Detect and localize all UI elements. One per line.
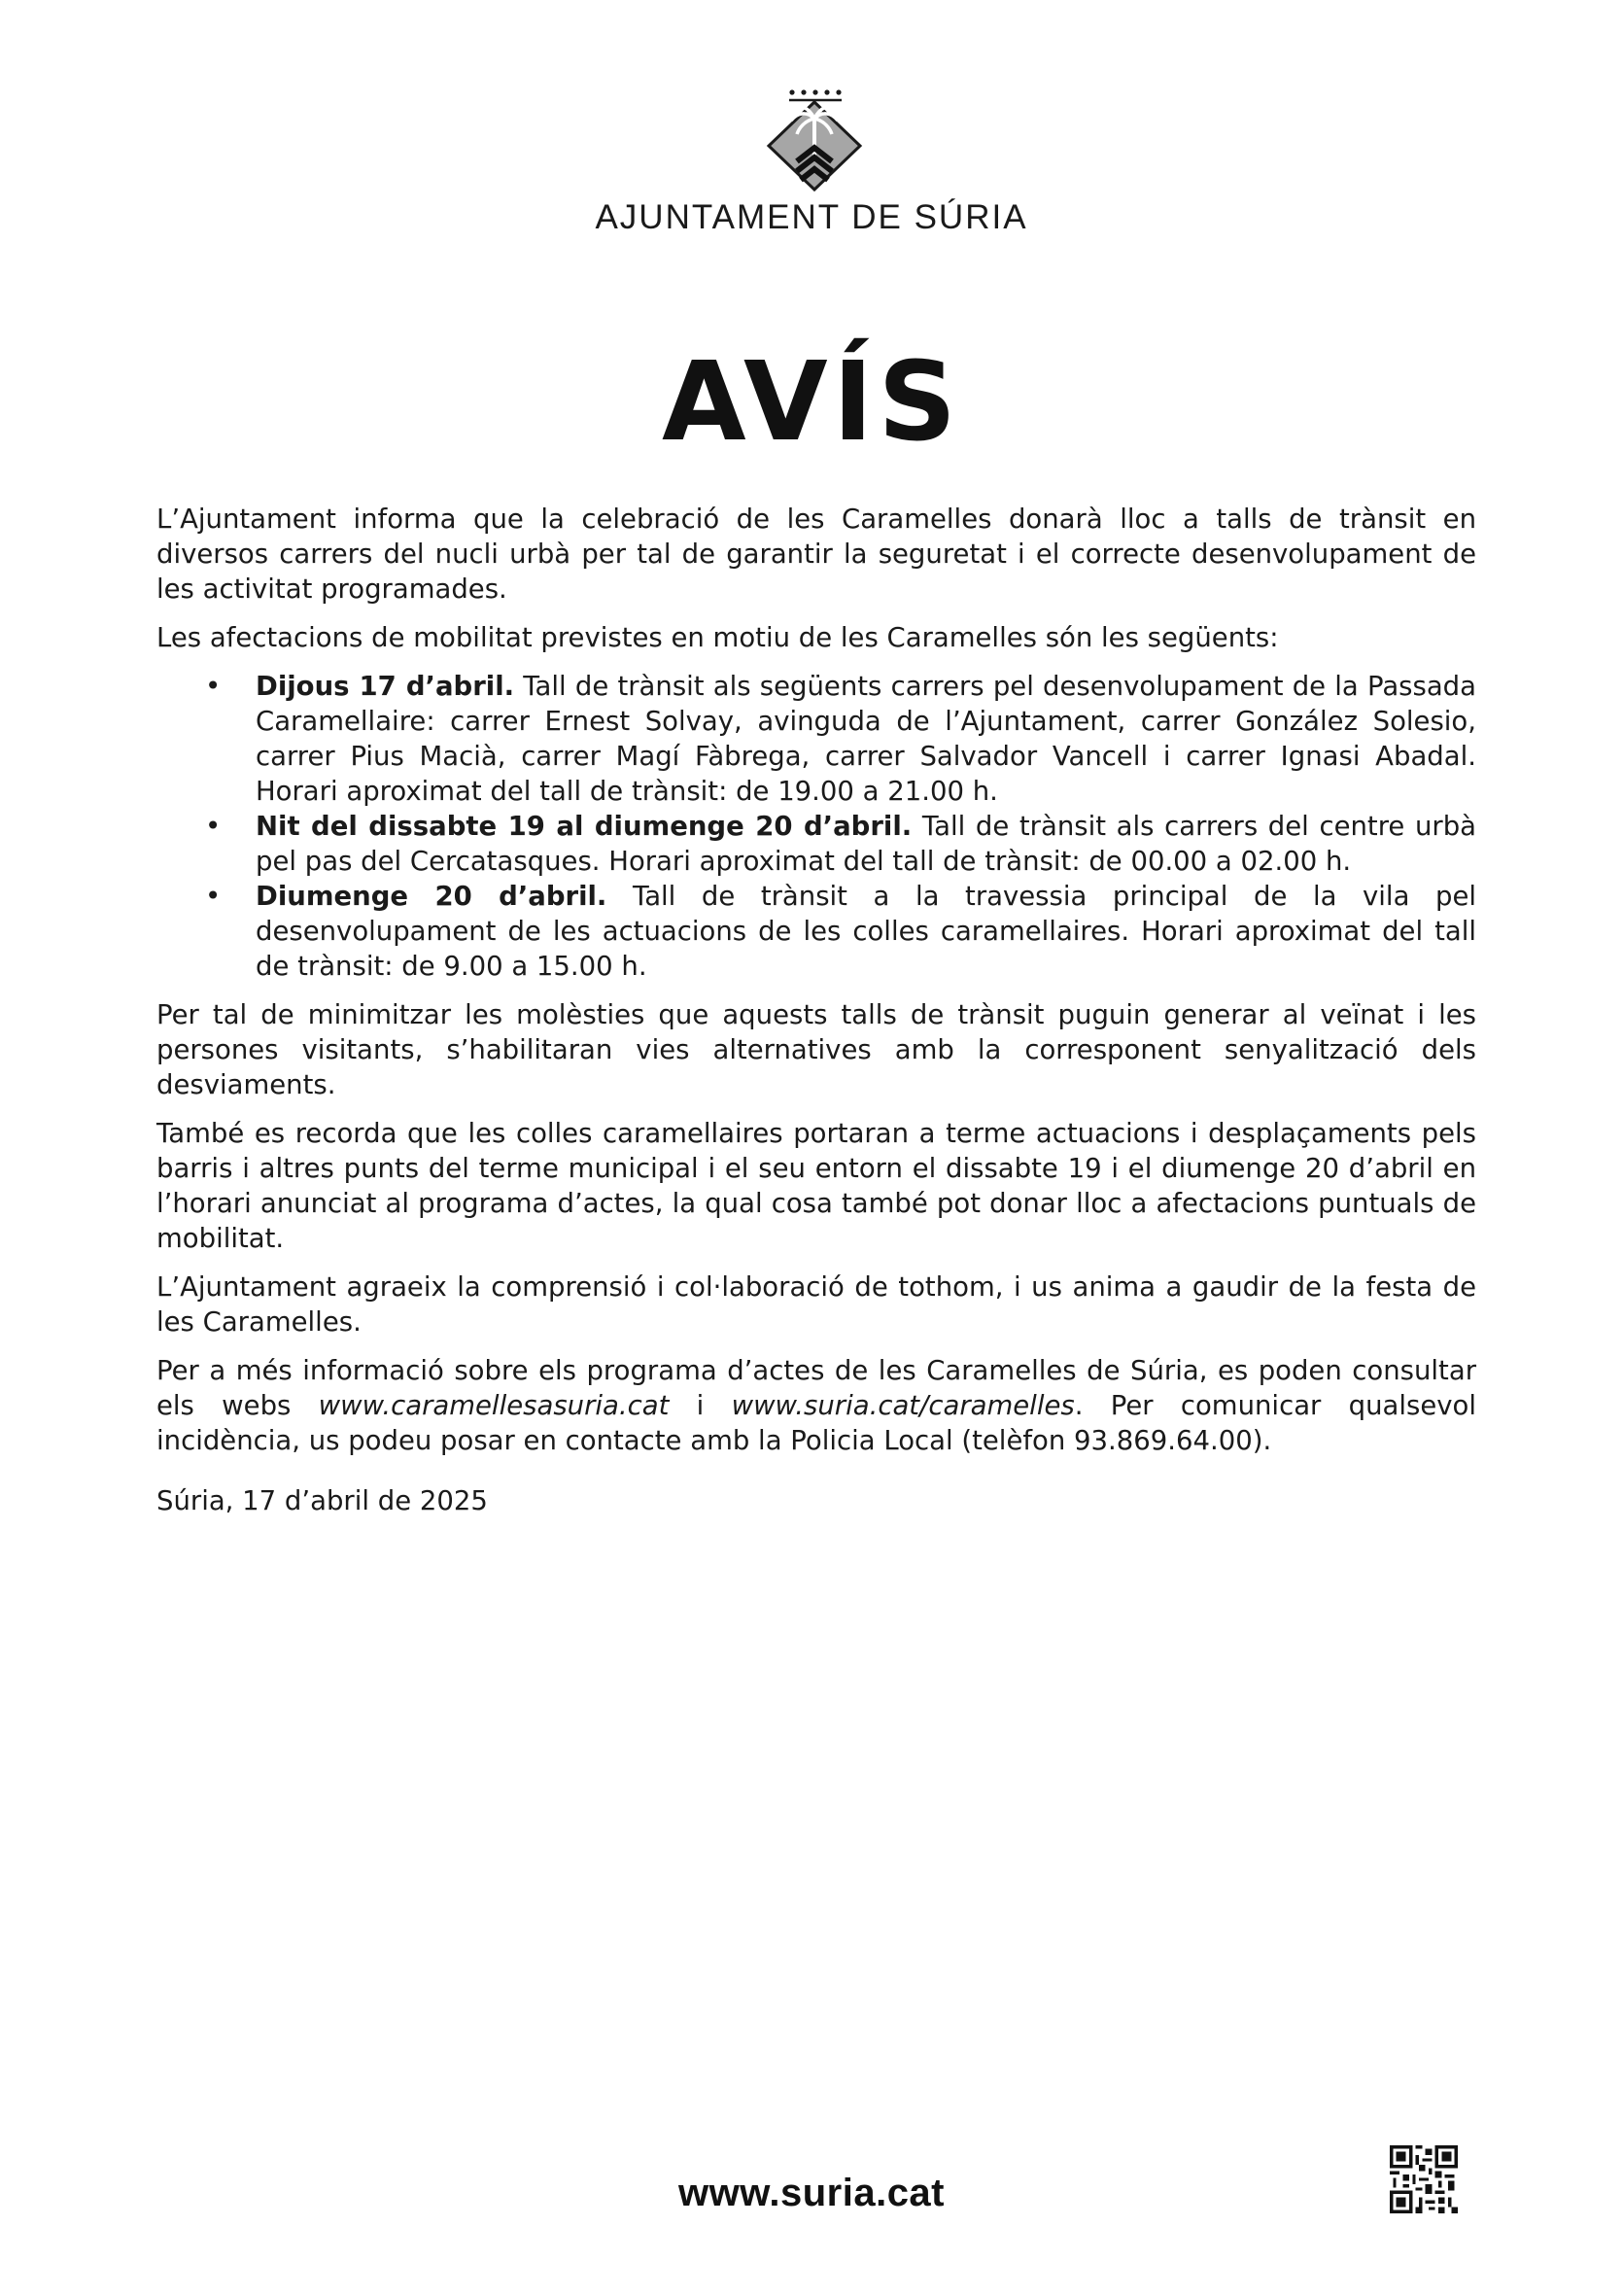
alternatives-paragraph: Per tal de minimitzar les molèsties que aquests talls de trànsit puguin generar al veïnat i les persones visitants, s’habilitaran vies alternatives amb la corresponent senyalització dels desviaments. bbox=[156, 999, 1476, 1100]
qr-code-icon bbox=[1390, 2145, 1458, 2213]
affections-intro: Les afectacions de mobilitat previstes en motiu de les Caramelles són les següents: bbox=[156, 622, 1279, 653]
intro-paragraph: L’Ajuntament informa que la celebració de les Caramelles donarà lloc a talls de trànsit en diversos carrers del nucli urbà per tal de garantir la seguretat i el correcte desenvolupament de les activitat programades. bbox=[156, 504, 1476, 605]
item-text: Tall de trànsit als següents carrers pel desenvolupament de la Passada Caramellaire: carrer Ernest Solvay, avinguda de l’Ajuntament, carrer González Solesio, carrer Pius Macià, carrer Magí Fàbrega, carrer Salvador Vancell i carrer Ignasi Abadal. Horari aproximat del tall de trànsit: de 19.00 a 21.00 h. bbox=[256, 671, 1476, 807]
closures-list bbox=[156, 669, 1476, 984]
item-lead: Diumenge 20 d’abril. bbox=[256, 881, 607, 912]
item-lead: Nit del dissabte 19 al diumenge 20 d’abril. bbox=[256, 811, 913, 842]
info-text-mid: i bbox=[669, 1390, 732, 1421]
suria-coat-of-arms-icon bbox=[758, 84, 865, 192]
list-item bbox=[256, 879, 1476, 984]
page-title: AVÍS bbox=[661, 339, 962, 466]
council-name: AJUNTAMENT DE SÚRIA bbox=[595, 198, 1028, 236]
caramelles-website-link[interactable]: www.caramellesasuria.cat bbox=[318, 1390, 670, 1421]
date-line: Súria, 17 d’abril de 2025 bbox=[156, 1485, 488, 1516]
info-paragraph bbox=[156, 1353, 1476, 1458]
item-text: Tall de trànsit als carrers del centre urbà pel pas del Cercatasques. Horari aproximat del tall de trànsit: de 00.00 a 02.00 h. bbox=[256, 811, 1477, 877]
item-text: Tall de trànsit a la travessia principal de la vila pel desenvolupament de les actuacions de les colles caramellaires. Horari aproximat del tall de trànsit: de 9.00 a 15.00 h. bbox=[256, 881, 1477, 982]
thanks-paragraph: L’Ajuntament agraeix la comprensió i col·laboració de tothom, i us anima a gaudir de la festa de les Caramelles. bbox=[156, 1271, 1476, 1338]
info-text-post: . Per comunicar qualsevol incidència, us podeu posar en contacte amb la Policia Local (telèfon 93.869.64.00). bbox=[156, 1390, 1476, 1456]
header bbox=[0, 84, 1623, 237]
suria-caramelles-link[interactable]: www.suria.cat/caramelles bbox=[731, 1390, 1075, 1421]
item-lead: Dijous 17 d’abril. bbox=[256, 671, 515, 702]
list-item bbox=[256, 809, 1476, 879]
reminder-paragraph: També es recorda que les colles caramellaires portaran a terme actuacions i desplaçaments pels barris i altres punts del terme municipal i el seu entorn el dissabte 19 i el diumenge 20 d’abril en l’horari anunciat al programa d’actes, la qual cosa també pot donar lloc a afectacions puntuals de mobilitat. bbox=[156, 1118, 1476, 1254]
list-item bbox=[256, 669, 1476, 809]
info-text-pre: Per a més informació sobre els programa d’actes de les Caramelles de Súria, es poden consultar els webs bbox=[156, 1355, 1476, 1421]
footer-url[interactable]: www.suria.cat bbox=[678, 2172, 945, 2214]
notice-body bbox=[156, 502, 1476, 1532]
